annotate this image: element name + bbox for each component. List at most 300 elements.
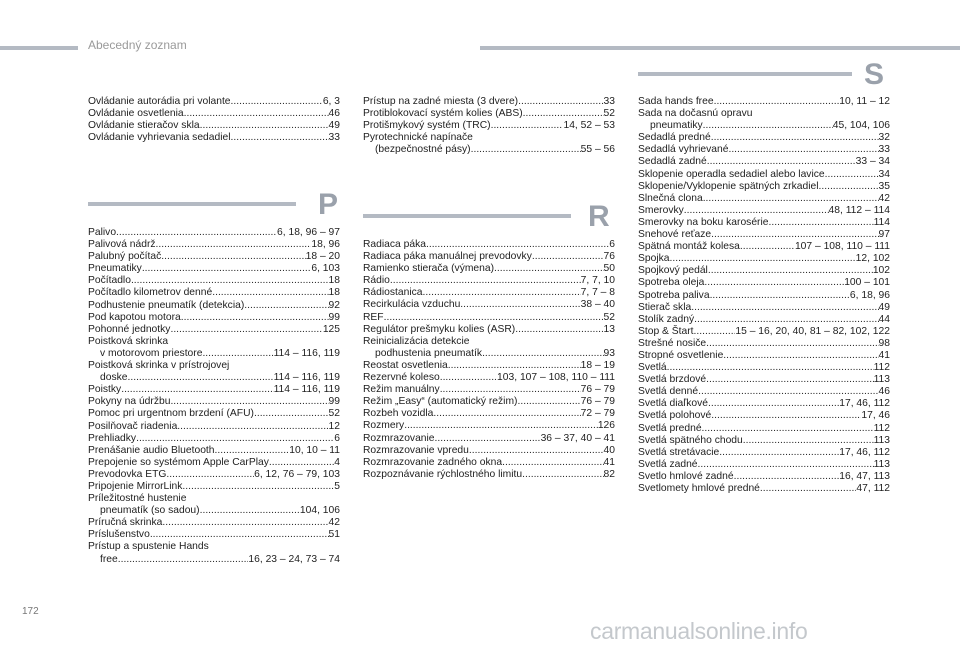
index-entry-pages: 6, 3	[322, 96, 340, 107]
index-entry-pages: 33 – 34	[855, 156, 890, 168]
index-entry-pages: 18, 96	[311, 239, 340, 251]
index-entry	[88, 263, 340, 275]
index-entry-pages: 98	[878, 337, 890, 349]
index-entry	[88, 517, 340, 529]
index-entry-pages: 46	[328, 108, 340, 120]
index-entry	[638, 362, 890, 374]
dot-leader	[684, 205, 829, 217]
dot-leader	[166, 469, 254, 481]
dot-leader	[469, 445, 604, 457]
index-entry	[88, 384, 340, 396]
dot-leader	[523, 108, 604, 120]
index-entry-pages: 112	[873, 362, 890, 374]
index-entry-term: Počítadlo	[88, 275, 131, 287]
index-entry-pages: 49	[328, 120, 340, 132]
index-entry-pages: 72 – 79	[580, 408, 615, 420]
index-entry-heading: Pyrotechnické napínače	[363, 132, 473, 144]
index-entry	[638, 423, 890, 435]
dot-leader	[182, 481, 334, 493]
index-entry-pages: 41	[878, 349, 890, 361]
index-entry-term: Rozbeh vozidla	[363, 408, 434, 420]
index-entry-pages: 33	[328, 132, 340, 144]
dot-leader	[728, 144, 878, 156]
index-entry-term: Ovládanie vyhrievania sedadiel	[88, 132, 231, 144]
dot-leader	[161, 251, 305, 263]
index-entry-pages: 10, 11 – 12	[839, 96, 890, 107]
dot-leader	[254, 408, 329, 420]
index-entry	[638, 302, 890, 314]
section-letter: R	[588, 200, 610, 233]
dot-leader	[231, 132, 329, 144]
index-column-1-top	[88, 96, 340, 144]
index-entry-term: Protišmykový systém (TRC)	[363, 120, 491, 132]
index-entry-pages: 6, 18, 96	[849, 289, 890, 301]
index-entry-pages: 52	[603, 108, 615, 120]
index-entry-term: Spätná montáž kolesa	[638, 241, 740, 253]
index-entry	[363, 251, 615, 263]
index-entry-pages: 114 – 116, 119	[273, 372, 340, 384]
index-entry-pages: 18	[328, 275, 340, 287]
dot-leader	[703, 120, 833, 132]
index-entry-pages: 17, 46	[861, 410, 890, 422]
dot-leader	[390, 275, 581, 287]
section-divider	[88, 202, 296, 206]
dot-leader	[704, 277, 844, 289]
index-entry	[638, 144, 890, 156]
index-entry-pages: 4	[334, 456, 340, 468]
index-entry-pages: 114	[873, 216, 890, 228]
index-entry	[638, 447, 890, 459]
index-entry	[88, 457, 340, 469]
index-entry	[363, 420, 615, 432]
page-number: 172	[22, 606, 39, 617]
index-entry-pages: 113	[873, 458, 890, 470]
dot-leader	[162, 517, 328, 529]
index-entry-pages: 12, 102	[855, 253, 890, 265]
header-bar-right	[480, 46, 960, 50]
index-entry-term: Regulátor prešmyku kolies (ASR)	[363, 323, 516, 335]
index-entry	[638, 205, 890, 217]
index-entry	[363, 239, 615, 251]
index-entry-term: Protiblokovací systém kolies (ABS)	[363, 108, 523, 120]
dot-leader	[231, 96, 323, 108]
index-entry-pages: 52	[328, 408, 340, 420]
index-entry	[638, 483, 890, 495]
index-entry-term: Pohonné jednotky	[88, 323, 171, 335]
dot-leader	[711, 132, 879, 144]
index-entry-term: Ovládanie stieračov skla	[88, 120, 200, 132]
index-entry	[363, 96, 615, 108]
index-entry-pages: 32	[878, 132, 890, 144]
index-entry-pages: 44	[878, 313, 890, 325]
dot-leader	[491, 120, 564, 132]
index-entry	[363, 324, 615, 336]
index-entry-term: Príslušenstvo	[88, 529, 150, 541]
index-entry	[363, 144, 615, 156]
index-entry-term: Svetlá predné	[638, 422, 702, 434]
index-entry-term: Stop & Štart	[638, 325, 694, 337]
index-entry-pages: 42	[878, 192, 890, 204]
index-entry-term: Režim „Easy“ (automatický režim)	[363, 396, 518, 408]
index-entry-term: Poistky	[88, 384, 122, 396]
index-entry-pages: 14, 52 – 53	[563, 120, 615, 132]
index-entry-term: Ovládanie osvetlenia	[88, 108, 184, 120]
dot-leader	[482, 348, 603, 360]
index-entry-pages: 82	[603, 468, 615, 480]
index-entry-term: Prevodovka ETG	[88, 468, 167, 480]
index-entry-pages: 50	[603, 263, 615, 275]
index-entry-pages: 93	[603, 347, 615, 359]
index-entry-pages: 41	[603, 456, 615, 468]
index-entry	[363, 445, 615, 457]
index-entry-term: Snehové reťaze	[638, 229, 712, 241]
index-entry-pages: 7, 7 – 8	[580, 287, 615, 299]
dot-leader	[200, 505, 300, 517]
index-entry-term: Spotreba oleja	[638, 277, 705, 289]
index-entry-term: Smerovky na boku karosérie	[638, 216, 769, 228]
dot-leader	[819, 181, 879, 193]
index-entry-pages: 52	[603, 311, 615, 323]
index-entry	[363, 287, 615, 299]
index-entry-term: Palivo	[88, 227, 117, 238]
dot-leader	[698, 386, 878, 398]
index-entry-pages: 103, 107 – 108, 110 – 111	[497, 372, 615, 384]
index-entry-term: Spotreba paliva	[638, 289, 710, 301]
index-entry	[638, 410, 890, 422]
index-entry-pages: 10, 10 – 11	[289, 444, 340, 456]
dot-leader	[116, 227, 277, 239]
dot-leader	[269, 457, 334, 469]
index-entry-term: Sklopenie operadla sedadiel alebo lavice	[638, 168, 825, 180]
index-entry	[88, 505, 340, 517]
dot-leader	[714, 96, 840, 108]
index-entry-term: Rozmrazovanie	[363, 432, 435, 444]
dot-leader	[460, 299, 580, 311]
index-entry-pages: 97	[878, 229, 890, 241]
index-entry-pages: 99	[328, 311, 340, 323]
index-entry-term: Ovládanie autorádia pri volante	[88, 96, 231, 107]
dot-leader	[131, 275, 329, 287]
index-entry	[638, 471, 890, 483]
index-entry-pages: 5	[334, 480, 340, 492]
index-column-2-top	[363, 96, 615, 156]
index-entry-term: Sedadlá vyhrievané	[638, 144, 729, 156]
index-entry	[363, 396, 615, 408]
dot-leader	[118, 554, 249, 566]
index-entry	[638, 169, 890, 181]
index-entry	[638, 241, 890, 253]
index-entry-pages: 114 – 116, 119	[273, 347, 340, 359]
index-entry-pages: 17, 46, 112	[839, 446, 890, 458]
index-column-1-p	[88, 227, 340, 566]
index-entry-term: Svetlá	[638, 362, 667, 374]
index-entry-pages: 18 – 19	[580, 359, 615, 371]
index-entry-pages: 33	[878, 144, 890, 156]
index-entry	[363, 457, 615, 469]
dot-leader	[706, 338, 878, 350]
index-entry-term: Stropné osvetlenie	[638, 349, 724, 361]
dot-leader	[423, 287, 581, 299]
dot-leader	[471, 144, 581, 156]
index-entry-pages: 16, 23 – 24, 73 – 74	[248, 553, 340, 565]
index-entry-pages: 6	[609, 239, 615, 250]
index-entry-term: Rozmery	[363, 420, 405, 432]
index-entry-term: REF	[363, 311, 384, 323]
index-entry	[363, 348, 615, 360]
index-entry-term: pneumatiky	[650, 120, 703, 132]
dot-leader	[743, 435, 874, 447]
dot-leader	[170, 324, 322, 336]
index-entry	[638, 277, 890, 289]
index-entry-pages: 55 – 56	[580, 144, 615, 156]
index-entry-pages: 112	[873, 422, 890, 434]
dot-leader	[212, 287, 328, 299]
index-entry-term: Svetlá stretávacie	[638, 446, 720, 458]
dot-leader	[723, 350, 878, 362]
index-entry	[88, 421, 340, 433]
index-entry-term: Svetlá zadné	[638, 458, 698, 470]
index-entry	[88, 96, 340, 108]
dot-leader	[825, 169, 879, 181]
index-entry-pages: 99	[328, 396, 340, 408]
dot-leader	[740, 241, 795, 253]
index-entry	[363, 469, 615, 481]
index-entry-pages: 6, 18, 96 – 97	[277, 227, 340, 238]
dot-leader	[440, 372, 497, 384]
dot-leader	[517, 396, 580, 408]
index-entry	[638, 217, 890, 229]
index-entry	[638, 193, 890, 205]
index-entry	[88, 108, 340, 120]
index-entry-pages: 49	[878, 301, 890, 313]
index-entry	[88, 481, 340, 493]
index-entry	[638, 229, 890, 241]
index-entry-pages: 18 – 20	[305, 251, 340, 263]
index-entry	[88, 469, 340, 481]
index-entry-term: Sada hands free	[638, 96, 714, 107]
index-entry	[638, 253, 890, 265]
index-entry-pages: 6, 103	[311, 263, 340, 275]
index-entry-term: Radiaca páka manuálnej prevodovky	[363, 251, 532, 263]
index-entry-term: Pomoc pri urgentnom brzdení (AFU)	[88, 408, 254, 420]
index-entry-pages: 18	[328, 287, 340, 299]
index-column-2-r	[363, 239, 615, 481]
dot-leader	[711, 229, 878, 241]
dot-leader	[694, 314, 878, 326]
index-entry	[638, 386, 890, 398]
index-entry-term: Sklopenie/Vyklopenie spätných zrkadiel	[638, 180, 819, 192]
index-entry-term: Slnečná clona	[638, 192, 703, 204]
index-entry-term: Posilňovač riadenia	[88, 420, 178, 432]
index-entry-heading: Prístup a spustenie Hands	[88, 541, 209, 553]
dot-leader	[669, 253, 855, 265]
dot-leader	[200, 120, 329, 132]
index-entry-term: podhustenia pneumatík	[375, 347, 483, 359]
index-entry-pages: 125	[322, 323, 340, 335]
index-entry	[638, 398, 890, 410]
index-entry	[363, 360, 615, 372]
index-entry-term: Prehliadky	[88, 432, 137, 444]
dot-leader	[760, 483, 856, 495]
dot-leader	[719, 447, 839, 459]
index-entry-heading: Sada na dočasnú opravu	[638, 108, 753, 120]
index-entry-pages: 13	[603, 323, 615, 335]
index-entry-term: Svetlá brzdové	[638, 374, 707, 386]
index-entry	[638, 350, 890, 362]
index-entry	[363, 408, 615, 420]
index-entry-term: Prístup na zadné miesta (3 dvere)	[363, 96, 519, 107]
index-entry	[363, 384, 615, 396]
index-entry-pages: 100 – 101	[844, 277, 890, 289]
index-column-3-s	[638, 96, 890, 495]
index-entry-pages: 45, 104, 106	[832, 120, 890, 132]
index-entry	[638, 132, 890, 144]
index-entry-term: Reostat osvetlenia	[363, 359, 448, 371]
dot-leader	[522, 469, 603, 481]
section-letter: P	[318, 188, 339, 221]
index-entry-term: Rezervné koleso	[363, 372, 440, 384]
index-entry	[363, 433, 615, 445]
dot-leader	[494, 263, 603, 275]
dot-leader	[435, 433, 541, 445]
index-entry	[363, 299, 615, 311]
index-entry	[638, 314, 890, 326]
dot-leader	[170, 396, 328, 408]
dot-leader	[202, 348, 273, 360]
index-entry-term: Palivová nádrž	[88, 239, 156, 251]
dot-leader	[142, 263, 312, 275]
index-entry	[88, 287, 340, 299]
index-entry	[638, 265, 890, 277]
index-entry-term: Recirkulácia vzduchu	[363, 299, 461, 311]
index-entry	[638, 338, 890, 350]
index-entry-term: Stierač skla	[638, 301, 692, 313]
index-entry	[88, 227, 340, 239]
dot-leader	[136, 433, 334, 445]
index-entry-heading: Reinicializácia detekcie	[363, 335, 470, 347]
dot-leader	[707, 156, 856, 168]
dot-leader	[667, 362, 874, 374]
dot-leader	[177, 421, 328, 433]
dot-leader	[518, 96, 603, 108]
index-entry-pages: 76 – 79	[580, 396, 615, 408]
index-entry-term: Režim manuálny	[363, 384, 440, 396]
index-entry-term: Svetlá diaľkové	[638, 398, 708, 410]
dot-leader	[734, 471, 840, 483]
index-entry	[88, 445, 340, 457]
index-entry	[88, 132, 340, 144]
index-entry-term: Rádiostanica	[363, 287, 423, 299]
index-entry-pages: 42	[328, 517, 340, 529]
header-bar-left	[0, 46, 78, 50]
index-entry-term: Svetlo hmlové zadné	[638, 470, 734, 482]
index-entry-pages: 46	[878, 386, 890, 398]
index-entry-term: Pneumatiky	[88, 263, 142, 275]
index-entry-term: Prenášanie audio Bluetooth	[88, 444, 215, 456]
index-entry-term: doske	[100, 372, 128, 384]
index-entry	[363, 312, 615, 324]
index-entry-pages: 38 – 40	[580, 299, 615, 311]
index-entry-term: Pripojenie MirrorLink	[88, 480, 183, 492]
index-entry-term: Podhustenie pneumatík (detekcia)	[88, 299, 245, 311]
index-entry-pages: 6, 12, 76 – 79, 103	[254, 468, 340, 480]
header-title: Abecedný zoznam	[88, 38, 187, 52]
dot-leader	[502, 457, 603, 469]
dot-leader	[769, 217, 874, 229]
index-entry	[88, 324, 340, 336]
index-entry	[88, 348, 340, 360]
index-entry-pages: 17, 46, 112	[839, 398, 890, 410]
index-entry	[638, 435, 890, 447]
index-entry-pages: 114 – 116, 119	[273, 384, 340, 396]
index-entry	[88, 408, 340, 420]
index-entry-pages: 113	[873, 434, 890, 446]
index-entry	[363, 108, 615, 120]
index-entry-pages: 6	[334, 432, 340, 444]
index-entry-term: Počítadlo kilometrov denné	[88, 287, 213, 299]
index-entry	[88, 433, 340, 445]
index-entry-term: free	[100, 553, 118, 565]
dot-leader	[703, 193, 879, 205]
dot-leader	[181, 312, 329, 324]
index-entry-pages: 12	[328, 420, 340, 432]
index-entry-pages: 76 – 79	[580, 384, 615, 396]
index-entry-pages: 34	[878, 168, 890, 180]
index-entry-term: Palubný počítač	[88, 251, 162, 263]
index-entry	[88, 554, 340, 566]
index-entry-term: Smerovky	[638, 204, 684, 216]
index-entry	[363, 120, 615, 132]
index-entry-pages: 48, 112 – 114	[828, 204, 890, 216]
index-entry-heading: Poistková skrinka	[88, 335, 169, 347]
index-entry-term: v motorovom priestore	[100, 347, 203, 359]
index-entry-pages: 7, 7, 10	[580, 275, 615, 287]
dot-leader	[127, 372, 273, 384]
section-divider	[363, 214, 571, 218]
dot-leader	[440, 384, 581, 396]
index-entry	[638, 156, 890, 168]
index-entry	[88, 275, 340, 287]
index-entry-term: Rozmrazovanie vpredu	[363, 444, 469, 456]
dot-leader	[244, 300, 328, 312]
index-entry	[363, 275, 615, 287]
index-entry-term: Svetlomety hmlové predné	[638, 483, 760, 494]
index-entry-term: pneumatík (so sadou)	[100, 505, 200, 517]
index-entry	[88, 120, 340, 132]
index-entry	[88, 529, 340, 541]
index-entry	[638, 326, 890, 338]
dot-leader	[691, 302, 878, 314]
index-entry	[638, 459, 890, 471]
dot-leader	[184, 108, 329, 120]
index-entry-term: (bezpečnostné pásy)	[375, 144, 471, 156]
index-entry-pages: 92	[328, 299, 340, 311]
index-entry	[638, 290, 890, 302]
index-entry-pages: 51	[328, 529, 340, 541]
index-entry-term: Spojkový pedál	[638, 265, 708, 277]
index-entry	[638, 120, 890, 132]
index-entry-term: Spojka	[638, 253, 670, 265]
index-entry-term: Radiaca páka	[363, 239, 426, 250]
dot-leader	[121, 384, 273, 396]
index-entry-pages: 36 – 37, 40 – 41	[540, 432, 615, 444]
index-entry-pages: 15 – 16, 20, 40, 81 – 82, 102, 122	[735, 325, 890, 337]
index-entry-pages: 76	[603, 251, 615, 263]
index-entry-pages: 40	[603, 444, 615, 456]
index-entry	[88, 312, 340, 324]
index-entry-term: Pokyny na údržbu	[88, 396, 171, 408]
index-entry-pages: 47, 112	[856, 483, 890, 494]
